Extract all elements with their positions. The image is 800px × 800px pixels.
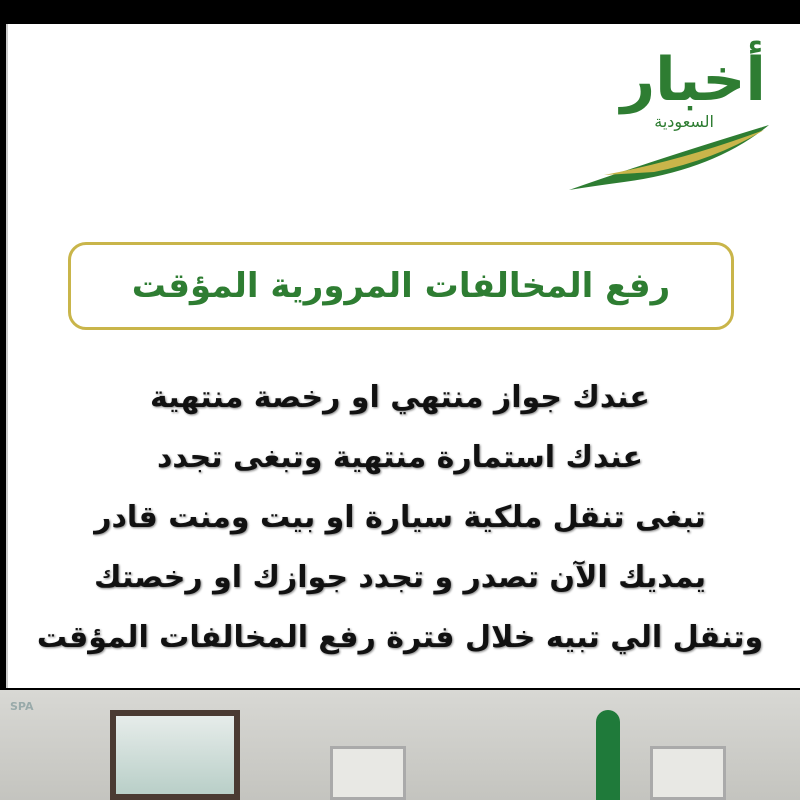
window: [330, 746, 406, 800]
body-line: عندك جواز منتهي او رخصة منتهية: [150, 380, 650, 415]
headline: رفع المخالفات المرورية المؤقت: [131, 266, 671, 306]
framed-picture: [110, 710, 240, 800]
spa-watermark: SPA: [10, 700, 34, 713]
body-line: عندك استمارة منتهية وتبغى تجدد: [156, 440, 644, 475]
logo-swoosh-icon: [564, 120, 774, 200]
office-photo: [0, 690, 800, 800]
body-line: تبغى تنقل ملكية سيارة او بيت ومنت قادر: [94, 500, 706, 535]
window: [650, 746, 726, 800]
announcement-body: [20, 368, 780, 668]
body-line: وتنقل الي تبيه خلال فترة رفع المخالفات المؤقت: [36, 620, 764, 655]
logo-sub-text: السعودية: [654, 112, 714, 131]
title-box: [68, 242, 734, 330]
flag: [596, 710, 620, 800]
news-logo: [564, 40, 774, 200]
logo-main-text: أخبار: [620, 45, 766, 115]
body-line: يمديك الآن تصدر و تجدد جوازك او رخصتك: [94, 560, 706, 595]
